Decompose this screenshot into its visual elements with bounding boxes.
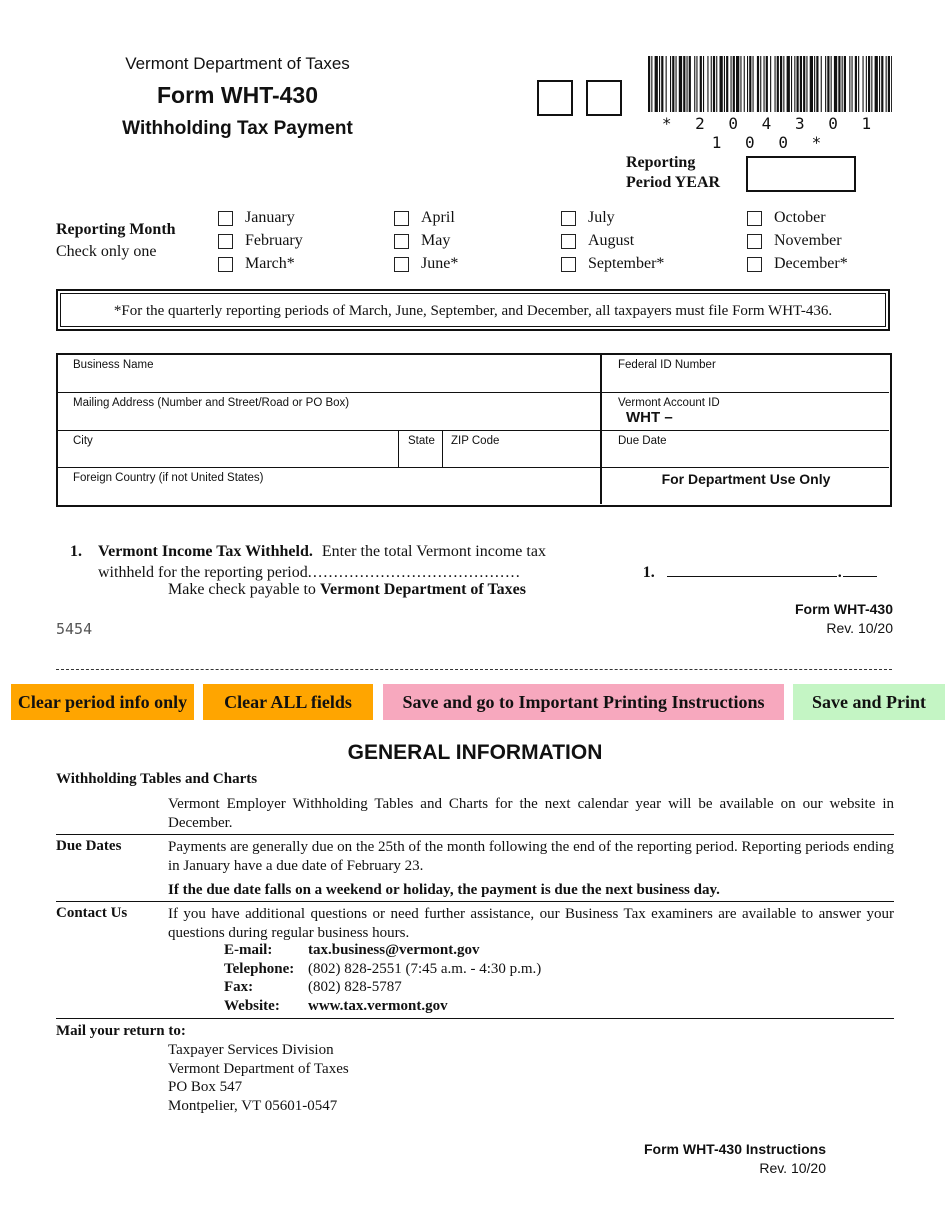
tables-text: Vermont Employer Withholding Tables and Charts for the next calendar year will be available on our website in December. [168,796,894,831]
section-rule [56,901,894,902]
state-field[interactable] [399,431,442,467]
month-january[interactable] [218,207,303,229]
instructions-footer-rev: Rev. 10/20 [759,1160,826,1176]
checkbox-april[interactable] [394,211,409,226]
checkbox-july[interactable] [561,211,576,226]
month-column-q1 [218,207,303,275]
phone-value: (802) 828-2551 (7:45 a.m. - 4:30 p.m.) [308,961,542,977]
section-rule [56,834,894,835]
month-march[interactable] [218,253,303,275]
month-label: March* [245,255,295,272]
due-dates-weekend-note: If the due date falls on a weekend or holiday, the payment is due the next business day. [168,882,720,898]
line-1-text-a: Enter the total Vermont income tax [321,543,546,560]
month-label: January [245,209,295,226]
account-prefix: WHT – [626,409,673,426]
checkbox-february[interactable] [218,234,233,249]
federal-id-field[interactable] [603,355,889,392]
checkbox-september[interactable] [561,257,576,272]
month-label: September* [588,255,665,272]
month-november[interactable] [747,230,848,252]
department-use-label: For Department Use Only [661,471,831,487]
month-october[interactable] [747,207,848,229]
checkbox-january[interactable] [218,211,233,226]
city-field[interactable] [58,431,398,467]
month-label: November [774,232,842,249]
line-1-row-a [70,541,877,562]
clear-period-button[interactable]: Clear period info only [11,684,194,720]
quarterly-notice: *For the quarterly reporting periods of March, June, September, and December, all taxpayers must file Form WHT-436. [60,293,886,327]
line-1-row-b [98,562,877,583]
month-label: June* [421,255,459,272]
month-april[interactable] [394,207,458,229]
form-footer-number: Form WHT-430 [794,601,893,617]
month-february[interactable] [218,230,303,252]
month-label: December* [774,255,848,272]
reporting-month-title: Reporting Month [56,221,176,238]
form-code: 5454 [56,620,93,638]
reporting-period-label-line2: Period YEAR [626,174,721,191]
reporting-period-label [626,153,720,193]
month-september[interactable] [561,253,664,275]
due-dates-title: Due Dates [56,838,122,854]
month-label: February [245,232,303,249]
phone-label: Telephone: [224,961,295,977]
instructions-footer-form: Form WHT-430 Instructions [643,1141,826,1157]
line-1 [70,541,877,583]
contact-phone [224,961,541,978]
month-label: May [421,232,451,249]
line-1-text-b: withheld for the reporting period [98,564,308,581]
checkbox-november[interactable] [747,234,762,249]
checkbox-october[interactable] [747,211,762,226]
address-line: Vermont Department of Taxes [168,1060,349,1077]
city-label: City [73,435,93,447]
save-print-button[interactable]: Save and Print [793,684,945,720]
checkbox-august[interactable] [561,234,576,249]
month-june[interactable] [394,253,458,275]
website-label: Website: [224,998,280,1014]
cut-line [56,669,892,670]
federal-id-label: Federal ID Number [618,359,716,371]
mailing-address-label: Mailing Address (Number and Street/Road or PO Box) [73,397,350,409]
website-value[interactable]: www.tax.vermont.gov [308,998,448,1014]
save-instructions-button[interactable]: Save and go to Important Printing Instructions [383,684,784,720]
line-1-amount-cents[interactable] [843,562,877,577]
month-label: October [774,209,826,226]
zip-field[interactable] [443,431,600,467]
contact-email [224,942,479,959]
month-label: April [421,209,455,226]
form-number: Form WHT-430 [156,82,319,108]
contact-website [224,998,448,1015]
month-column-q4 [747,207,848,275]
month-label: July [588,209,615,226]
fax-label: Fax: [224,979,254,995]
month-column-q3 [561,207,664,275]
month-label: August [588,232,635,249]
column-divider [600,355,602,504]
quarterly-notice-box [56,289,890,331]
barcode-number: * 2 0 4 3 0 1 1 0 0 * [661,114,879,152]
month-july[interactable] [561,207,664,229]
header-box-2[interactable] [586,80,622,116]
business-name-field[interactable] [58,355,600,392]
foreign-country-label: Foreign Country (if not United States) [73,472,264,484]
taxpayer-info-table [56,353,892,507]
line-1-title: Vermont Income Tax Withheld. [98,543,313,560]
month-may[interactable] [394,230,458,252]
vermont-account-id-field[interactable] [603,393,889,430]
tables-title: Withholding Tables and Charts [56,771,258,787]
address-line: PO Box 547 [168,1079,243,1095]
due-date-label: Due Date [618,435,667,447]
month-column-q2 [394,207,458,275]
fax-value: (802) 828-5787 [308,979,402,995]
dot-leader: . . . . . . . . . . . . . . . . . . . . . . . . . . . . . . . . . . . . . . . . . [307,564,519,581]
checkbox-june[interactable] [394,257,409,272]
agency-name: Vermont Department of Taxes [125,54,350,73]
checkbox-may[interactable] [394,234,409,249]
checkbox-december[interactable] [747,257,762,272]
contact-title: Contact Us [56,905,128,921]
due-date-field[interactable] [603,431,889,467]
mail-title: Mail your return to: [56,1023,186,1039]
month-august[interactable] [561,230,664,252]
payable-to-name: Vermont Department of Taxes [319,581,526,598]
section-rule [56,1018,894,1019]
mailing-address-block [168,1041,349,1115]
email-value[interactable]: tax.business@vermont.gov [308,942,480,958]
contact-text: If you have additional questions or need further assistance, our Business Tax examiners are available to answer your questions during regular business hours. [168,906,894,941]
state-label: State [408,435,435,447]
vermont-account-id-label: Vermont Account ID [618,397,720,409]
department-use-only [603,468,889,504]
business-name-label: Business Name [73,359,154,371]
header-box-1[interactable] [537,80,573,116]
line-1-amount-dollars[interactable] [667,562,837,577]
barcode-image [648,56,892,112]
contact-fax [224,979,402,996]
email-label: E-mail: [224,942,273,958]
payable-prefix: Make check payable to [168,581,316,598]
checkbox-march[interactable] [218,257,233,272]
reporting-period-label-line1: Reporting [626,154,696,171]
payable-to [168,581,526,599]
clear-all-button[interactable]: Clear ALL fields [203,684,373,720]
foreign-country-field[interactable] [58,468,600,504]
form-footer-rev: Rev. 10/20 [826,620,893,636]
reporting-month-subtitle: Check only one [56,243,157,260]
address-line: Montpelier, VT 05601-0547 [168,1097,338,1114]
line-1-number: 1. [70,543,82,560]
general-info-heading: GENERAL INFORMATION [347,741,603,764]
reporting-year-input[interactable] [746,156,856,192]
mailing-address-field[interactable] [58,393,600,430]
month-december[interactable] [747,253,848,275]
form-title: Withholding Tax Payment [122,118,353,139]
address-line: Taxpayer Services Division [168,1042,334,1058]
decimal-point: . [837,564,842,581]
line-1-ref: 1. [642,564,655,581]
due-dates-text: Payments are generally due on the 25th of the month following the end of the reporting period. Reporting periods ending in January have a due date of February 23. [168,839,894,874]
zip-label: ZIP Code [451,435,500,447]
